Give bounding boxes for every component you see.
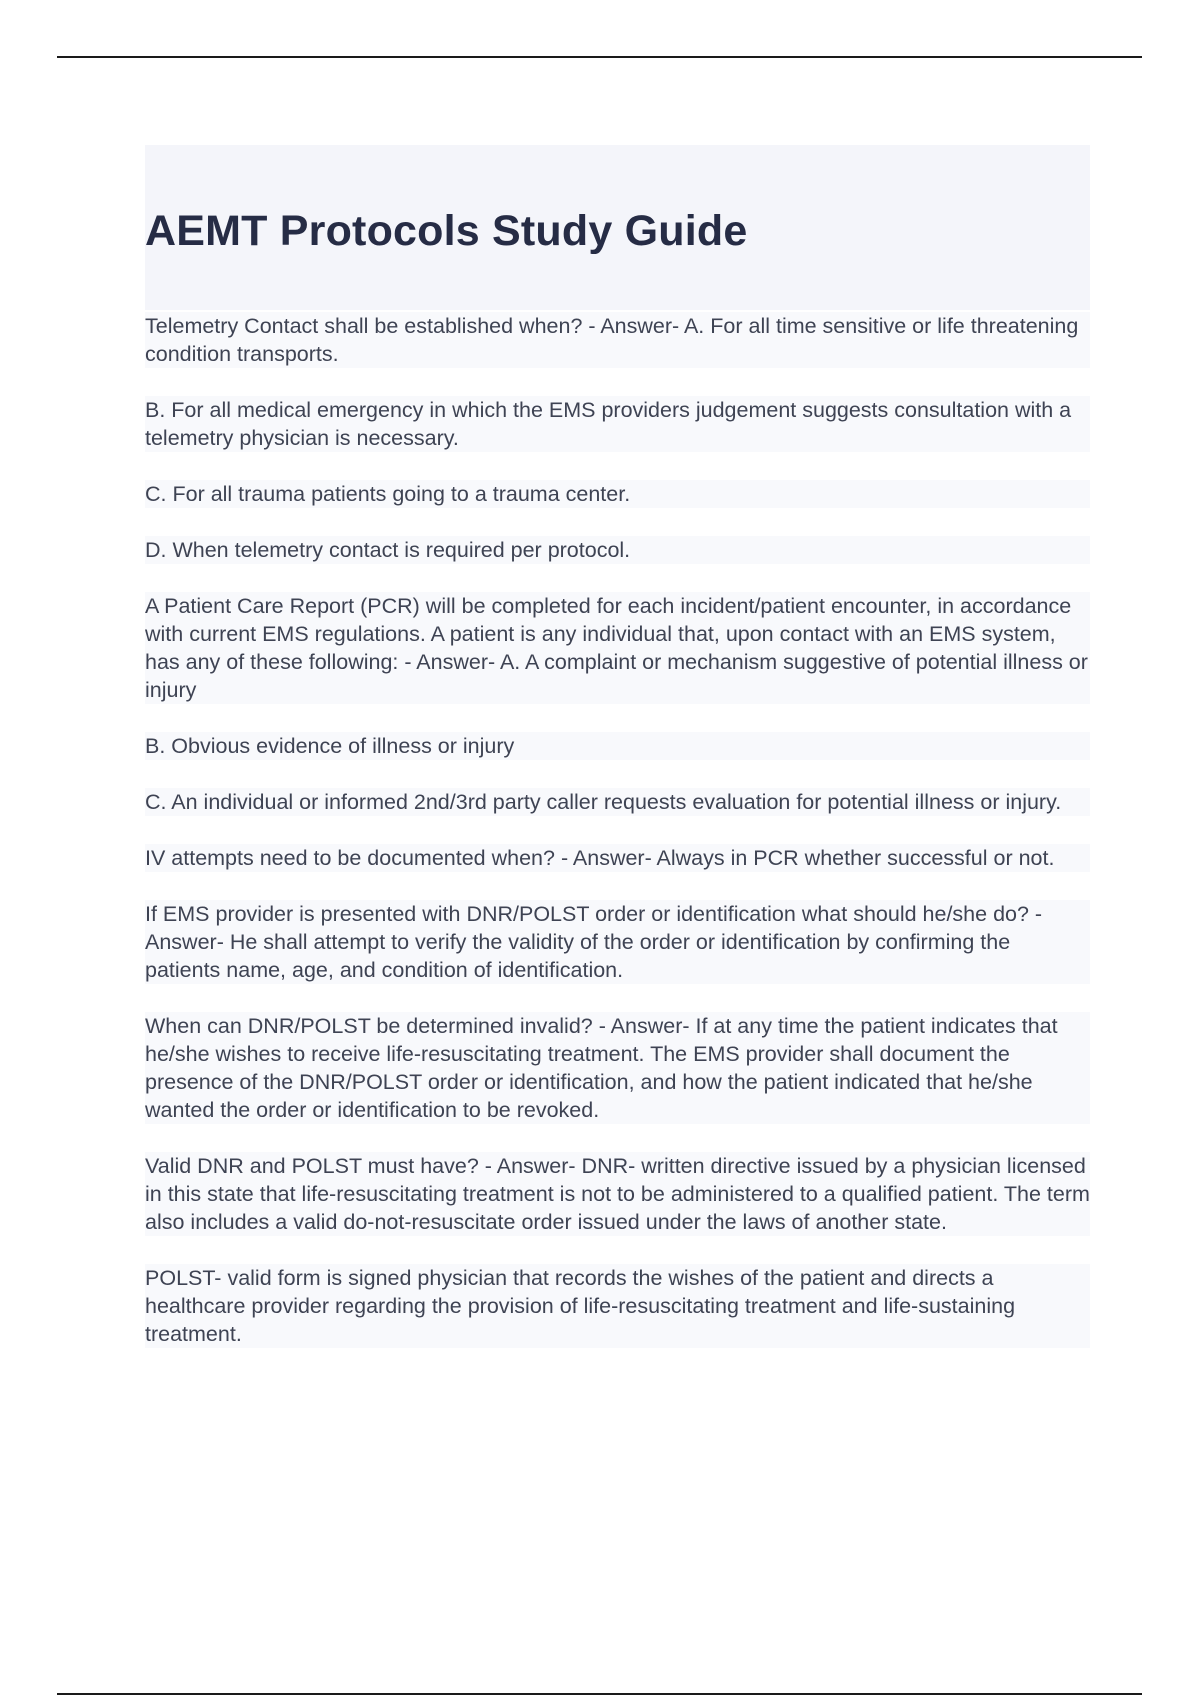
title-band (145, 145, 1090, 310)
paragraph: C. An individual or informed 2nd/3rd party caller requests evaluation for potential illness or injury. (145, 788, 1090, 816)
paragraph: When can DNR/POLST be determined invalid? - Answer- If at any time the patient indicates that he/she wishes to receive life-resuscitating treatment. The EMS provider shall document the presence of the DNR/POLST order or identification, and how the patient indicated that he/she wanted the order or identification to be revoked. (145, 1012, 1090, 1124)
paragraph: B. Obvious evidence of illness or injury (145, 732, 1090, 760)
paragraph: If EMS provider is presented with DNR/POLST order or identification what should he/she do? - Answer- He shall attempt to verify the validity of the order or identification by confirming the patients name, age, and condition of identification. (145, 900, 1090, 984)
paragraph: IV attempts need to be documented when? - Answer- Always in PCR whether successful or not. (145, 844, 1090, 872)
paragraph: C. For all trauma patients going to a trauma center. (145, 480, 1090, 508)
paragraph-list (145, 312, 1090, 1348)
paragraph: D. When telemetry contact is required per protocol. (145, 536, 1090, 564)
document-body (145, 145, 1090, 1376)
paragraph: B. For all medical emergency in which the EMS providers judgement suggests consultation with a telemetry physician is necessary. (145, 396, 1090, 452)
paragraph: Telemetry Contact shall be established when? - Answer- A. For all time sensitive or life threatening condition transports. (145, 312, 1090, 368)
paragraph: A Patient Care Report (PCR) will be completed for each incident/patient encounter, in accordance with current EMS regulations. A patient is any individual that, upon contact with an EMS system, has any of these following: - Answer- A. A complaint or mechanism suggestive of potential illness or injury (145, 592, 1090, 704)
bottom-rule (57, 1693, 1142, 1695)
top-rule (57, 56, 1142, 58)
paragraph: Valid DNR and POLST must have? - Answer- DNR- written directive issued by a physician licensed in this state that life-resuscitating treatment is not to be administered to a qualified patient. The term also includes a valid do-not-resuscitate order issued under the laws of another state. (145, 1154, 1090, 1234)
paragraph: POLST- valid form is signed physician that records the wishes of the patient and directs a healthcare provider regarding the provision of life-resuscitating treatment and life-sustaining treatment. (145, 1264, 1090, 1348)
page-title: AEMT Protocols Study Guide (145, 207, 748, 255)
